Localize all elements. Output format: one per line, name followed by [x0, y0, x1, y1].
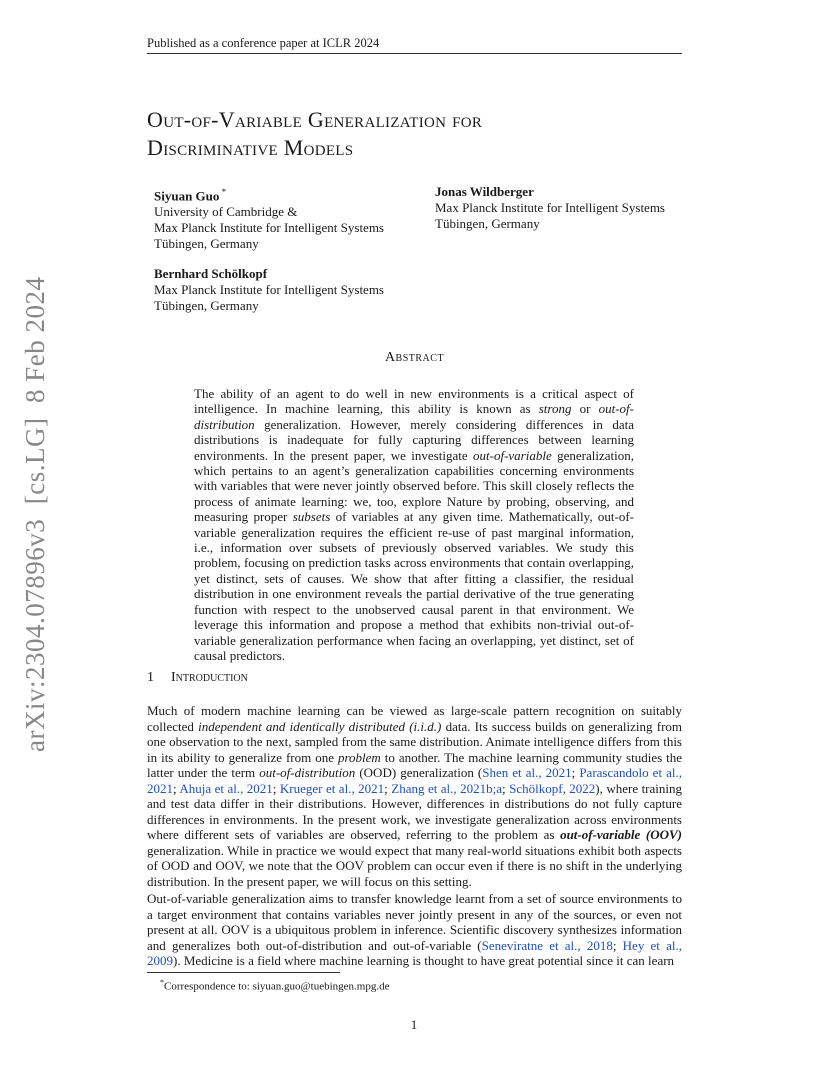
author-affiliation: Max Planck Institute for Intelligent Systems	[435, 200, 665, 215]
citation-link[interactable]: Parascandolo et al., 2021	[147, 765, 682, 796]
section-title: Introduction	[171, 670, 248, 685]
header-rule	[147, 53, 682, 54]
intro-paragraph: Much of modern machine learning can be viewed as large-scale pattern recognition on suitably collected independent and identically distributed (i.i.d.) data. Its success builds on generalizing from one observation to the next, sampled from the same distribution. Animate intelligence differs from this in its ability to generalize from one problem to another. The machine learning community studies the latter under the term out-of-distribution (OOD) generalization (Shen et al., 2021; Parascandolo et al., 2021; Ahuja et al., 2021; Krueger et al., 2021; Zhang et al., 2021b;a; Schölkopf, 2022), where training and test data differ in their distributions. However, differences in distributions do not fully capture differences in environments. In the present work, we investigate generalization across environments where different sets of variables are observed, referring to the problem as out-of-variable (OOV) generalization. While in practice we would expect that many real-world situations exhibit both aspects of OOD and OOV, we note that the OOV problem can occur even if there is no shift in the underlying distribution. In the present paper, we will focus on this setting.	[147, 703, 683, 889]
title-line-1: Out-of-Variable Generalization for	[147, 107, 483, 132]
footnote-text: Correspondence to: siyuan.guo@tuebingen.mpg.de	[164, 980, 390, 993]
arxiv-stamp: arXiv:2304.07896v3 [cs.LG] 8 Feb 2024	[20, 276, 50, 752]
title-line-2: Discriminative Models	[147, 135, 354, 160]
author-affiliation: Max Planck Institute for Intelligent Systems	[154, 282, 384, 297]
citation-link[interactable]: Zhang et al., 2021b;a	[391, 780, 503, 796]
footnote	[160, 978, 390, 993]
intro-paragraph: Out-of-variable generalization aims to transfer knowledge learnt from a set of source environments to a target environment that contains variables never jointly present in any of the sources, or even not present at all. OOV is a ubiquitous problem in inference. Scientific discovery synthesizes information and generalizes both out-of-distribution and out-of-variable (Seneviratne et al., 2018; Hey et al., 2009). Medicine is a field where machine learning is thought to have great potential since it can learn	[147, 891, 682, 968]
citation-link[interactable]: Hey et al., 2009	[147, 937, 682, 968]
citation-link[interactable]: Ahuja et al., 2021	[179, 780, 273, 796]
section-number: 1	[147, 670, 154, 685]
author-mark: *	[219, 187, 227, 197]
author-block	[154, 184, 384, 252]
author-name: Jonas Wildberger	[435, 184, 534, 199]
page-number: 1	[410, 1017, 418, 1032]
author-block	[435, 184, 665, 232]
author-name: Bernhard Schölkopf	[154, 266, 268, 281]
author-affiliation: Tübingen, Germany	[154, 236, 259, 252]
section-heading	[147, 670, 682, 686]
citation-link[interactable]: Krueger et al., 2021	[279, 780, 385, 796]
abstract-heading: Abstract	[384, 350, 445, 365]
paper-title	[147, 106, 707, 162]
author-affiliation: Max Planck Institute for Intelligent Systems	[154, 220, 384, 236]
author-affiliation: Tübingen, Germany	[435, 216, 540, 231]
footnote-mark: *	[160, 978, 164, 987]
running-header: Published as a conference paper at ICLR 2024	[147, 36, 380, 50]
author-block	[154, 266, 384, 314]
abstract-body: The ability of an agent to do well in new environments is a critical aspect of intelligence. In machine learning, this ability is known as strong or out-of-distribution generalization. However, merely considering differences in data distributions is inadequate for fully capturing differences between learning environments. In the present paper, we investigate out-of-variable generalization, which pertains to an agent’s generalization capabilities concerning environments with variables that were never jointly observed before. This skill closely reflects the process of animate learning: we, too, explore Nature by probing, observing, and measuring proper subsets of variables at any given time. Mathematically, out-of-variable generalization requires the efficient re-use of past marginal information, i.e., information over subsets of previously observed variables. We study this problem, focusing on prediction tasks across environments that contain overlapping, yet distinct, sets of causes. We show that after fitting a classifier, the residual distribution in one environment reveals the partial derivative of the true generating function with respect to the unobserved causal parent in that environment. We leverage this information and propose a method that exhibits non-trivial out-of-variable generalization performance when facing an overlapping, yet distinct, set of causal predictors.	[194, 386, 634, 663]
author-name: Siyuan Guo	[154, 188, 220, 204]
author-affiliation: University of Cambridge &	[154, 204, 298, 220]
author-affiliation: Tübingen, Germany	[154, 298, 259, 313]
footnote-rule	[147, 972, 340, 973]
citation-link[interactable]: Seneviratne et al., 2018	[481, 937, 613, 953]
citation-link[interactable]: Schölkopf, 2022	[509, 780, 596, 796]
citation-link[interactable]: Shen et al., 2021	[482, 765, 572, 780]
